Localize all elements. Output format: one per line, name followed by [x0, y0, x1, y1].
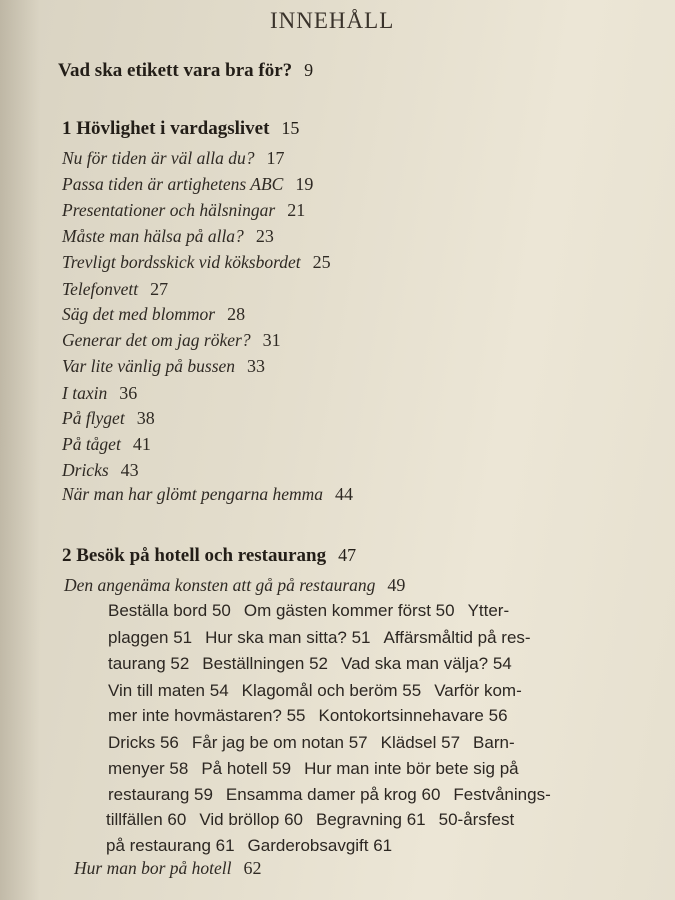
subtopic-item: Klädsel 57 — [380, 733, 461, 752]
subtopic-item: Vad ska man välja? 54 — [341, 654, 512, 673]
chapter-1-heading — [62, 118, 299, 140]
toc-intro-title: Vad ska etikett vara bra för? — [58, 60, 293, 81]
toc-section-title: Den angenäma konsten att gå på restaurang — [64, 575, 376, 595]
subtopic-line — [106, 810, 514, 830]
toc-section-page: 62 — [243, 858, 262, 878]
subtopic-item: Varför kom- — [434, 681, 522, 700]
toc-entry-title: I taxin — [62, 383, 108, 403]
toc-entry — [62, 356, 265, 377]
toc-entry-page: 38 — [136, 408, 155, 428]
toc-entry — [62, 408, 155, 429]
toc-intro-page: 9 — [304, 60, 314, 80]
subtopic-item: Kontokortsinnehavare 56 — [318, 706, 508, 725]
subtopic-line — [108, 681, 522, 701]
toc-entry-page: 31 — [262, 330, 281, 350]
toc-entry-title: Telefonvett — [62, 279, 139, 299]
toc-entry-title: Måste man hälsa på alla? — [62, 226, 244, 246]
chapter-1-page: 15 — [281, 118, 300, 138]
toc-entry-page: 43 — [120, 460, 139, 480]
toc-entry-title: Nu för tiden är väl alla du? — [62, 148, 255, 168]
toc-entry — [62, 484, 353, 505]
subtopic-item: Dricks 56 — [108, 733, 179, 752]
toc-entry-page: 19 — [295, 174, 314, 194]
toc-entry-page: 44 — [335, 484, 354, 504]
subtopic-item: Hur ska man sitta? 51 — [205, 628, 371, 647]
toc-entry-page: 25 — [312, 252, 331, 272]
toc-entry-page: 28 — [227, 304, 246, 324]
subtopic-line — [108, 759, 519, 779]
subtopic-item: på restaurang 61 — [106, 836, 235, 855]
subtopic-item: Vin till maten 54 — [108, 681, 229, 700]
toc-entry-page: 23 — [255, 226, 274, 246]
toc-entry-title: Presentationer och hälsningar — [62, 200, 276, 220]
subtopic-item: Begravning 61 — [315, 810, 426, 829]
subtopic-line — [108, 706, 508, 726]
toc-entry — [62, 279, 168, 300]
toc-entry — [62, 460, 139, 481]
chapter-2-heading — [62, 545, 356, 567]
subtopic-line — [108, 785, 551, 805]
toc-entry-title: Säg det med blommor — [62, 304, 216, 324]
toc-entry-page: 21 — [287, 200, 306, 220]
toc-entry — [62, 174, 313, 195]
subtopic-item: Festvånings- — [453, 785, 551, 804]
page-heading: INNEHÅLL — [270, 8, 395, 33]
toc-entry — [62, 252, 331, 273]
toc-entry-title: När man har glömt pengarna hemma — [62, 484, 324, 504]
toc-entry — [62, 148, 285, 169]
toc-entry-page: 27 — [150, 279, 169, 299]
subtopic-line — [108, 601, 509, 621]
subtopic-item: På hotell 59 — [201, 759, 292, 778]
toc-entry-title: Trevligt bordsskick vid köksbordet — [62, 252, 301, 272]
subtopic-item: menyer 58 — [108, 759, 189, 778]
subtopic-item: Klagomål och beröm 55 — [241, 681, 422, 700]
subtopic-item: Om gästen kommer först 50 — [243, 601, 455, 620]
toc-entry-title: På flyget — [62, 408, 125, 428]
toc-entry-page: 41 — [132, 434, 151, 454]
subtopic-item: restaurang 59 — [108, 785, 213, 804]
toc-entry-page: 33 — [247, 356, 266, 376]
subtopic-item: Får jag be om notan 57 — [191, 733, 368, 752]
toc-entry-title: Generar det om jag röker? — [62, 330, 251, 350]
subtopic-item: taurang 52 — [108, 654, 190, 673]
toc-section-title: Hur man bor på hotell — [74, 858, 232, 878]
toc-entry — [62, 200, 305, 221]
subtopic-item: Affärsmåltid på res- — [383, 628, 531, 647]
subtopic-item: tillfällen 60 — [106, 810, 187, 829]
subtopic-item: plaggen 51 — [108, 628, 193, 647]
subtopic-line — [108, 654, 512, 674]
toc-section-page: 49 — [387, 575, 406, 595]
subtopic-item: Ensamma damer på krog 60 — [225, 785, 441, 804]
toc-entry — [62, 383, 137, 404]
subtopic-item: Ytter- — [467, 601, 510, 620]
subtopic-item: Beställningen 52 — [202, 654, 329, 673]
toc-entry — [62, 226, 274, 247]
toc-entry — [62, 434, 151, 455]
toc-entry — [62, 304, 245, 325]
page-shadow — [0, 0, 40, 900]
subtopic-line — [106, 836, 392, 856]
subtopic-item: Beställa bord 50 — [108, 601, 231, 620]
subtopic-item: Barn- — [473, 733, 515, 752]
subtopic-item: mer inte hovmästaren? 55 — [108, 706, 306, 725]
toc-entry-title: Var lite vänlig på bussen — [62, 356, 236, 376]
toc-entry-page: 17 — [266, 148, 285, 168]
subtopic-item: Vid bröllop 60 — [199, 810, 303, 829]
subtopic-line — [108, 733, 515, 753]
toc-entry-title: Dricks — [62, 460, 109, 480]
toc-entry — [62, 330, 281, 351]
subtopic-item: Hur man inte bör bete sig på — [304, 759, 519, 778]
chapter-1-title: 1 Hövlighet i vardagslivet — [62, 118, 270, 139]
toc-entry-title: Passa tiden är artighetens ABC — [62, 174, 284, 194]
chapter-2-title: 2 Besök på hotell och restaurang — [62, 545, 327, 566]
subtopic-item: 50-årsfest — [438, 810, 515, 829]
toc-section — [64, 575, 405, 596]
chapter-2-page: 47 — [338, 545, 357, 565]
toc-section — [74, 858, 262, 879]
subtopic-line — [108, 628, 531, 648]
toc-entry-title: På tåget — [62, 434, 121, 454]
subtopic-item: Garderobsavgift 61 — [247, 836, 393, 855]
toc-intro — [58, 60, 313, 82]
toc-entry-page: 36 — [119, 383, 138, 403]
